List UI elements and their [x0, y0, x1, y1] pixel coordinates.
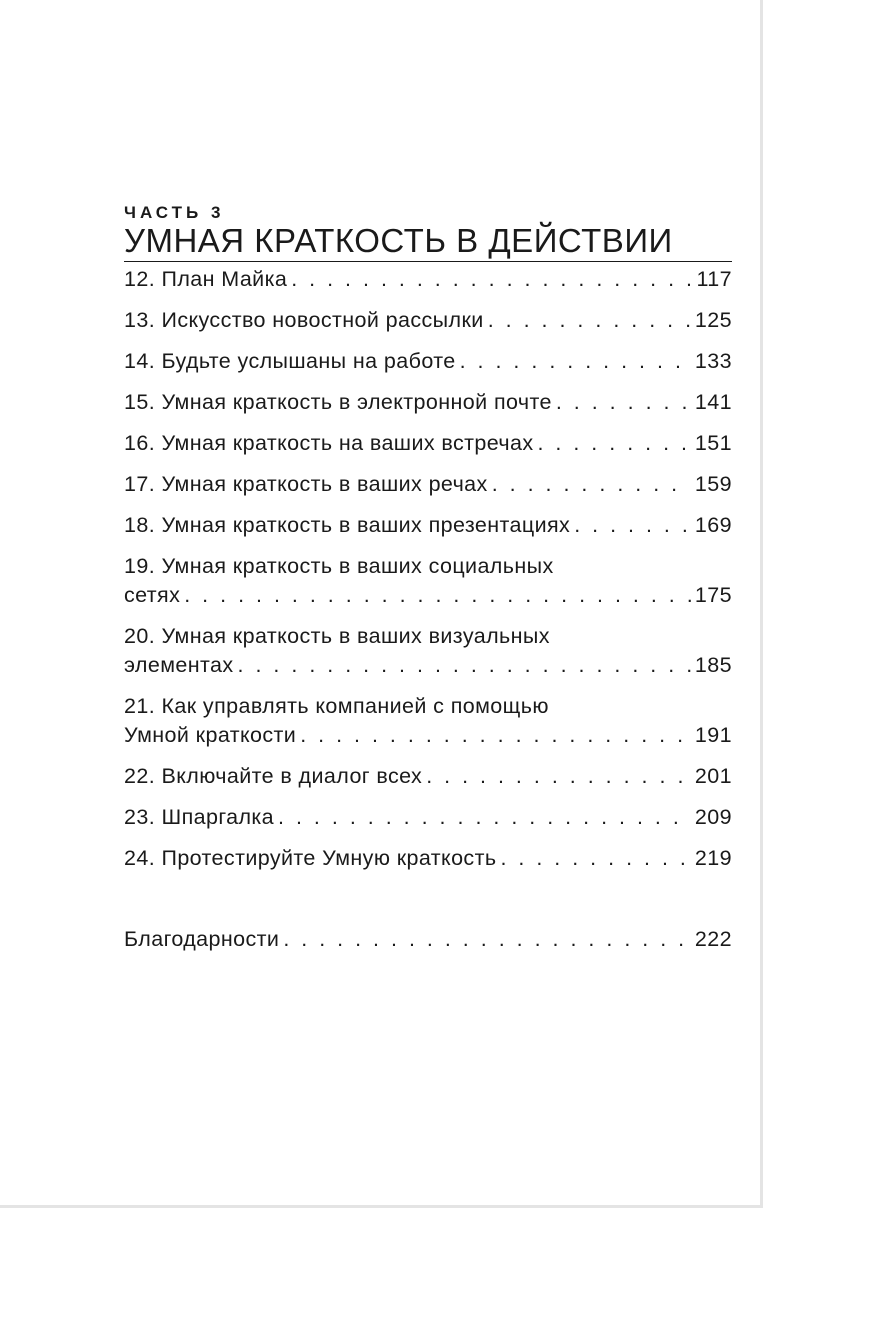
toc-page-number: 117 [696, 267, 732, 291]
dot-leader [426, 762, 691, 791]
toc-title-line1: 19. Умная краткость в ваших социальных [124, 554, 554, 578]
dot-leader [238, 651, 691, 680]
toc-entry-23[interactable] [124, 803, 732, 832]
toc-entry-15[interactable] [124, 388, 732, 417]
toc-title-line1: 20. Умная краткость в ваших визуальных [124, 624, 550, 648]
toc-entry-24[interactable] [124, 844, 732, 873]
toc-entry-19[interactable] [124, 552, 732, 610]
toc-page-number: 222 [694, 927, 732, 951]
toc-page-number: 125 [694, 308, 732, 332]
dot-leader [492, 470, 691, 499]
toc-page-number: 159 [694, 472, 732, 496]
toc-entry-16[interactable] [124, 429, 732, 458]
toc-title-line1: 21. Как управлять компанией с помощью [124, 694, 549, 718]
toc-title: элементах [124, 653, 234, 677]
dot-leader [291, 265, 692, 294]
toc-title: 16. Умная краткость на ваших встречах [124, 431, 534, 455]
dot-leader [556, 388, 691, 417]
toc-entry-20[interactable] [124, 622, 732, 680]
page-edge-right [760, 0, 763, 1208]
dot-leader [537, 429, 690, 458]
toc-page-number: 141 [694, 390, 732, 414]
toc-title: Умной краткости [124, 723, 297, 747]
toc-entry-14[interactable] [124, 347, 732, 376]
toc-page-number: 175 [694, 583, 732, 607]
section-gap [124, 885, 732, 925]
toc-page-number: 201 [694, 764, 732, 788]
dot-leader [460, 347, 691, 376]
part-label: ЧАСТЬ 3 [124, 203, 225, 222]
page-edge-bottom [0, 1205, 763, 1208]
toc-title: 15. Умная краткость в электронной почте [124, 390, 552, 414]
toc-title: 18. Умная краткость в ваших презентациях [124, 513, 571, 537]
part-title: УМНАЯ КРАТКОСТЬ В ДЕЙСТВИИ [124, 222, 732, 262]
dot-leader [278, 803, 691, 832]
dot-leader [500, 844, 690, 873]
toc-page-number: 209 [694, 805, 732, 829]
toc-list [124, 265, 732, 954]
toc-entry-17[interactable] [124, 470, 732, 499]
toc-title: 12. План Майка [124, 267, 288, 291]
toc-page-number: 133 [694, 349, 732, 373]
toc-page-number: 219 [694, 846, 732, 870]
toc-title: 14. Будьте услышаны на работе [124, 349, 456, 373]
toc-page-number: 191 [694, 723, 732, 747]
toc-title: 24. Протестируйте Умную краткость [124, 846, 497, 870]
toc-page-number: 185 [694, 653, 732, 677]
toc-entry-acknowledgements[interactable] [124, 925, 732, 954]
dot-leader [488, 306, 691, 335]
dot-leader [300, 721, 691, 750]
toc-title: 17. Умная краткость в ваших речах [124, 472, 488, 496]
dot-leader [184, 581, 691, 610]
toc-entry-18[interactable] [124, 511, 732, 540]
toc-title: 23. Шпаргалка [124, 805, 275, 829]
toc-entry-13[interactable] [124, 306, 732, 335]
dot-leader [283, 925, 691, 954]
toc-title: 13. Искусство новостной рассылки [124, 308, 484, 332]
toc-entry-21[interactable] [124, 692, 732, 750]
toc-title: сетях [124, 583, 181, 607]
toc-page-number: 151 [694, 431, 732, 455]
toc-title: 22. Включайте в диалог всех [124, 764, 423, 788]
toc-page-number: 169 [694, 513, 732, 537]
table-of-contents [124, 204, 732, 966]
toc-entry-22[interactable] [124, 762, 732, 791]
toc-entry-12[interactable] [124, 265, 732, 294]
toc-title: Благодарности [124, 927, 280, 951]
dot-leader [574, 511, 691, 540]
